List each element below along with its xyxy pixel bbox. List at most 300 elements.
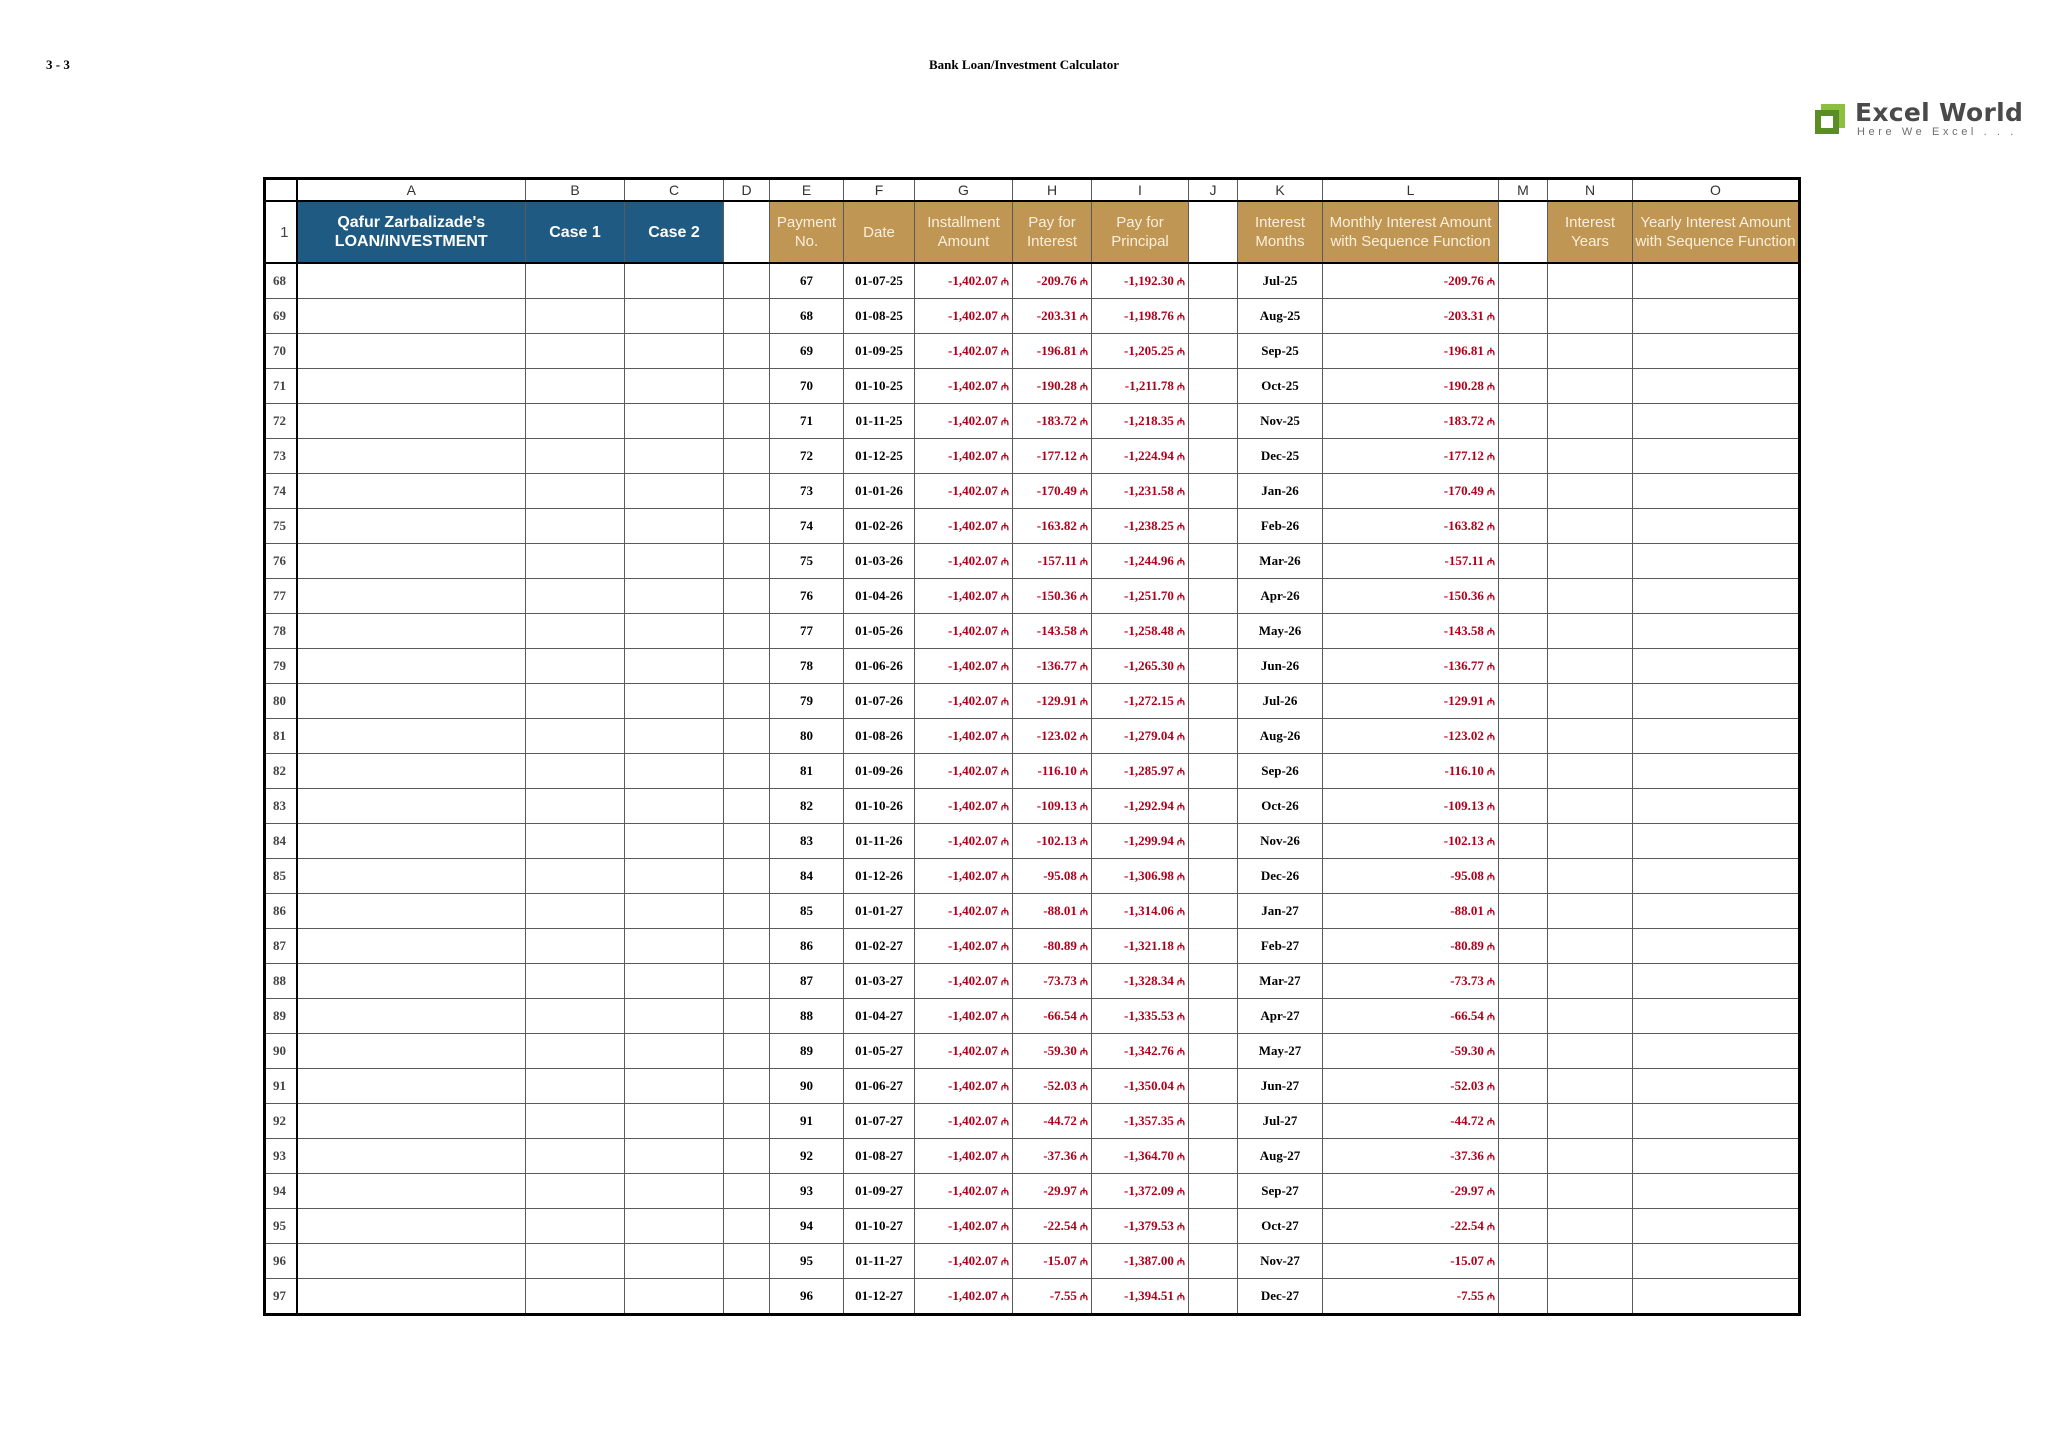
pay-for-principal-cell[interactable]: [1092, 999, 1189, 1034]
empty-cell[interactable]: [1499, 579, 1548, 614]
empty-cell[interactable]: [625, 404, 724, 439]
pay-for-principal-cell[interactable]: [1092, 509, 1189, 544]
empty-cell[interactable]: [1633, 964, 1800, 999]
interest-month-cell[interactable]: Jan-26: [1238, 474, 1323, 509]
monthly-interest-cell[interactable]: [1323, 824, 1499, 859]
empty-cell[interactable]: [724, 544, 770, 579]
interest-month-cell[interactable]: Nov-27: [1238, 1244, 1323, 1279]
empty-cell[interactable]: [1548, 824, 1633, 859]
empty-cell[interactable]: [297, 1104, 526, 1139]
installment-amount-cell[interactable]: [915, 719, 1013, 754]
pay-for-interest-cell[interactable]: [1013, 1104, 1092, 1139]
payment-no-cell[interactable]: 76: [770, 579, 844, 614]
pay-for-principal-cell[interactable]: [1092, 719, 1189, 754]
empty-cell[interactable]: [526, 754, 625, 789]
empty-cell[interactable]: [297, 1174, 526, 1209]
empty-cell[interactable]: [526, 964, 625, 999]
yearly-interest-header[interactable]: Yearly Interest Amount with Sequence Function: [1633, 201, 1800, 263]
date-cell[interactable]: 01-07-27: [844, 1104, 915, 1139]
empty-cell[interactable]: [625, 263, 724, 299]
empty-cell[interactable]: [1189, 404, 1238, 439]
empty-cell[interactable]: [724, 579, 770, 614]
pay-for-interest-cell[interactable]: [1013, 719, 1092, 754]
empty-cell[interactable]: [724, 439, 770, 474]
row-header[interactable]: 84: [265, 824, 297, 859]
empty-cell[interactable]: [625, 789, 724, 824]
pay-for-interest-cell[interactable]: [1013, 474, 1092, 509]
pay-for-principal-cell[interactable]: [1092, 929, 1189, 964]
empty-cell[interactable]: [526, 614, 625, 649]
empty-cell[interactable]: [526, 789, 625, 824]
payment-no-cell[interactable]: 80: [770, 719, 844, 754]
empty-cell[interactable]: [297, 334, 526, 369]
empty-cell[interactable]: [1548, 894, 1633, 929]
empty-cell[interactable]: [1499, 404, 1548, 439]
empty-cell[interactable]: [526, 404, 625, 439]
pay-for-interest-cell[interactable]: [1013, 579, 1092, 614]
empty-cell[interactable]: [724, 1104, 770, 1139]
empty-cell[interactable]: [1633, 474, 1800, 509]
empty-cell[interactable]: [724, 509, 770, 544]
row-header[interactable]: 95: [265, 1209, 297, 1244]
empty-cell[interactable]: [297, 859, 526, 894]
date-cell[interactable]: 01-09-27: [844, 1174, 915, 1209]
empty-cell[interactable]: [724, 754, 770, 789]
payment-no-cell[interactable]: 87: [770, 964, 844, 999]
monthly-interest-cell[interactable]: [1323, 929, 1499, 964]
row-header[interactable]: 86: [265, 894, 297, 929]
pay-for-interest-cell[interactable]: [1013, 369, 1092, 404]
installment-amount-cell[interactable]: [915, 1104, 1013, 1139]
pay-for-interest-cell[interactable]: [1013, 614, 1092, 649]
pay-for-interest-cell[interactable]: [1013, 789, 1092, 824]
monthly-interest-cell[interactable]: [1323, 964, 1499, 999]
payment-no-cell[interactable]: 72: [770, 439, 844, 474]
empty-cell[interactable]: [1548, 1209, 1633, 1244]
payment-no-cell[interactable]: 90: [770, 1069, 844, 1104]
empty-cell[interactable]: [1633, 263, 1800, 299]
installment-amount-cell[interactable]: [915, 1279, 1013, 1315]
interest-years-header[interactable]: Interest Years: [1548, 201, 1633, 263]
pay-for-interest-cell[interactable]: [1013, 684, 1092, 719]
empty-cell[interactable]: [1499, 369, 1548, 404]
monthly-interest-cell[interactable]: [1323, 894, 1499, 929]
empty-cell[interactable]: [1189, 999, 1238, 1034]
empty-cell[interactable]: [1548, 614, 1633, 649]
pay-for-principal-cell[interactable]: [1092, 1244, 1189, 1279]
interest-month-cell[interactable]: Dec-27: [1238, 1279, 1323, 1315]
column-header[interactable]: C: [625, 179, 724, 202]
date-cell[interactable]: 01-12-25: [844, 439, 915, 474]
row-header[interactable]: 81: [265, 719, 297, 754]
pay-for-principal-cell[interactable]: [1092, 789, 1189, 824]
empty-cell[interactable]: [526, 509, 625, 544]
empty-cell[interactable]: [1633, 1209, 1800, 1244]
empty-cell[interactable]: [1633, 824, 1800, 859]
interest-month-cell[interactable]: Mar-26: [1238, 544, 1323, 579]
payment-no-cell[interactable]: 91: [770, 1104, 844, 1139]
empty-cell[interactable]: [297, 614, 526, 649]
payment-no-cell[interactable]: 68: [770, 299, 844, 334]
payment-no-cell[interactable]: 89: [770, 1034, 844, 1069]
empty-cell[interactable]: [1633, 579, 1800, 614]
empty-cell[interactable]: [1548, 1244, 1633, 1279]
interest-month-cell[interactable]: Jul-26: [1238, 684, 1323, 719]
empty-cell[interactable]: [625, 964, 724, 999]
installment-amount-cell[interactable]: [915, 824, 1013, 859]
empty-cell[interactable]: [1189, 1244, 1238, 1279]
empty-cell[interactable]: [1548, 859, 1633, 894]
column-header[interactable]: G: [915, 179, 1013, 202]
pay-for-principal-cell[interactable]: [1092, 1279, 1189, 1315]
installment-amount-cell[interactable]: [915, 474, 1013, 509]
empty-cell[interactable]: [526, 859, 625, 894]
empty-cell[interactable]: [1189, 1034, 1238, 1069]
pay-for-interest-header[interactable]: Pay for Interest: [1013, 201, 1092, 263]
empty-cell[interactable]: [297, 649, 526, 684]
empty-cell[interactable]: [1499, 684, 1548, 719]
empty-cell[interactable]: [526, 1244, 625, 1279]
payment-no-cell[interactable]: 85: [770, 894, 844, 929]
empty-cell[interactable]: [1548, 1069, 1633, 1104]
empty-cell[interactable]: [1189, 894, 1238, 929]
empty-cell[interactable]: [724, 859, 770, 894]
empty-cell[interactable]: [1189, 719, 1238, 754]
row-header[interactable]: 94: [265, 1174, 297, 1209]
pay-for-principal-cell[interactable]: [1092, 1104, 1189, 1139]
empty-cell[interactable]: [297, 579, 526, 614]
empty-cell[interactable]: [1633, 614, 1800, 649]
pay-for-principal-cell[interactable]: [1092, 334, 1189, 369]
empty-cell[interactable]: [625, 334, 724, 369]
date-cell[interactable]: 01-02-27: [844, 929, 915, 964]
column-header[interactable]: N: [1548, 179, 1633, 202]
empty-cell[interactable]: [1189, 754, 1238, 789]
installment-amount-cell[interactable]: [915, 263, 1013, 299]
empty-cell[interactable]: [625, 824, 724, 859]
empty-cell[interactable]: [297, 263, 526, 299]
interest-month-cell[interactable]: Feb-26: [1238, 509, 1323, 544]
row-header[interactable]: 70: [265, 334, 297, 369]
empty-cell[interactable]: [1548, 929, 1633, 964]
monthly-interest-cell[interactable]: [1323, 579, 1499, 614]
empty-cell[interactable]: [625, 719, 724, 754]
monthly-interest-cell[interactable]: [1323, 1209, 1499, 1244]
monthly-interest-cell[interactable]: [1323, 263, 1499, 299]
interest-month-cell[interactable]: Jul-25: [1238, 263, 1323, 299]
pay-for-interest-cell[interactable]: [1013, 859, 1092, 894]
empty-cell[interactable]: [1189, 369, 1238, 404]
pay-for-principal-cell[interactable]: [1092, 649, 1189, 684]
installment-amount-cell[interactable]: [915, 334, 1013, 369]
empty-cell[interactable]: [1633, 859, 1800, 894]
empty-cell[interactable]: [1499, 649, 1548, 684]
date-cell[interactable]: 01-03-27: [844, 964, 915, 999]
pay-for-principal-cell[interactable]: [1092, 614, 1189, 649]
payment-no-cell[interactable]: 75: [770, 544, 844, 579]
payment-no-header[interactable]: Payment No.: [770, 201, 844, 263]
empty-cell[interactable]: [1499, 929, 1548, 964]
payment-no-cell[interactable]: 73: [770, 474, 844, 509]
empty-cell[interactable]: [625, 1139, 724, 1174]
empty-cell[interactable]: [1633, 684, 1800, 719]
pay-for-principal-cell[interactable]: [1092, 474, 1189, 509]
empty-cell[interactable]: [724, 894, 770, 929]
row-header[interactable]: 85: [265, 859, 297, 894]
installment-amount-cell[interactable]: [915, 649, 1013, 684]
installment-amount-cell[interactable]: [915, 1244, 1013, 1279]
installment-amount-cell[interactable]: [915, 544, 1013, 579]
empty-cell[interactable]: [625, 754, 724, 789]
empty-cell[interactable]: [297, 1139, 526, 1174]
empty-cell[interactable]: [1499, 509, 1548, 544]
empty-cell[interactable]: [297, 1244, 526, 1279]
empty-cell[interactable]: [1633, 509, 1800, 544]
pay-for-interest-cell[interactable]: [1013, 649, 1092, 684]
empty-cell[interactable]: [297, 964, 526, 999]
date-header[interactable]: Date: [844, 201, 915, 263]
empty-cell[interactable]: [724, 1069, 770, 1104]
payment-no-cell[interactable]: 82: [770, 789, 844, 824]
interest-month-cell[interactable]: Aug-27: [1238, 1139, 1323, 1174]
empty-cell[interactable]: [526, 649, 625, 684]
empty-cell[interactable]: [526, 369, 625, 404]
pay-for-interest-cell[interactable]: [1013, 964, 1092, 999]
installment-amount-cell[interactable]: [915, 299, 1013, 334]
payment-no-cell[interactable]: 83: [770, 824, 844, 859]
empty-cell[interactable]: [1548, 1104, 1633, 1139]
empty-cell[interactable]: [526, 544, 625, 579]
installment-amount-cell[interactable]: [915, 964, 1013, 999]
empty-cell[interactable]: [1548, 1279, 1633, 1315]
empty-cell[interactable]: [526, 999, 625, 1034]
pay-for-interest-cell[interactable]: [1013, 439, 1092, 474]
monthly-interest-cell[interactable]: [1323, 1244, 1499, 1279]
empty-cell[interactable]: [1499, 1244, 1548, 1279]
pay-for-interest-cell[interactable]: [1013, 544, 1092, 579]
empty-cell[interactable]: [1548, 1034, 1633, 1069]
empty-cell[interactable]: [724, 474, 770, 509]
interest-month-cell[interactable]: May-27: [1238, 1034, 1323, 1069]
column-header[interactable]: D: [724, 179, 770, 202]
empty-cell[interactable]: [1548, 999, 1633, 1034]
pay-for-interest-cell[interactable]: [1013, 334, 1092, 369]
monthly-interest-cell[interactable]: [1323, 1174, 1499, 1209]
installment-amount-cell[interactable]: [915, 579, 1013, 614]
empty-cell[interactable]: [1633, 439, 1800, 474]
empty-cell[interactable]: [1633, 334, 1800, 369]
empty-cell[interactable]: [1189, 579, 1238, 614]
pay-for-principal-cell[interactable]: [1092, 404, 1189, 439]
pay-for-principal-cell[interactable]: [1092, 544, 1189, 579]
pay-for-principal-cell[interactable]: [1092, 1174, 1189, 1209]
empty-cell[interactable]: [1499, 439, 1548, 474]
date-cell[interactable]: 01-09-25: [844, 334, 915, 369]
empty-cell[interactable]: [1189, 649, 1238, 684]
empty-cell[interactable]: [1548, 789, 1633, 824]
date-cell[interactable]: 01-10-27: [844, 1209, 915, 1244]
empty-cell[interactable]: [297, 789, 526, 824]
monthly-interest-cell[interactable]: [1323, 509, 1499, 544]
monthly-interest-cell[interactable]: [1323, 859, 1499, 894]
payment-no-cell[interactable]: 96: [770, 1279, 844, 1315]
row-header[interactable]: 76: [265, 544, 297, 579]
date-cell[interactable]: 01-11-25: [844, 404, 915, 439]
empty-cell[interactable]: [724, 719, 770, 754]
date-cell[interactable]: 01-11-27: [844, 1244, 915, 1279]
date-cell[interactable]: 01-04-26: [844, 579, 915, 614]
empty-cell[interactable]: [625, 439, 724, 474]
empty-cell[interactable]: [1548, 334, 1633, 369]
payment-no-cell[interactable]: 67: [770, 263, 844, 299]
empty-cell[interactable]: [1499, 1209, 1548, 1244]
empty-cell[interactable]: [724, 999, 770, 1034]
empty-cell[interactable]: [1548, 404, 1633, 439]
empty-cell[interactable]: [1499, 334, 1548, 369]
interest-month-cell[interactable]: Jun-27: [1238, 1069, 1323, 1104]
date-cell[interactable]: 01-08-26: [844, 719, 915, 754]
empty-cell[interactable]: [625, 1104, 724, 1139]
pay-for-interest-cell[interactable]: [1013, 999, 1092, 1034]
date-cell[interactable]: 01-05-26: [844, 614, 915, 649]
installment-amount-cell[interactable]: [915, 999, 1013, 1034]
pay-for-principal-cell[interactable]: [1092, 964, 1189, 999]
date-cell[interactable]: 01-08-25: [844, 299, 915, 334]
empty-cell[interactable]: [625, 614, 724, 649]
empty-cell[interactable]: [526, 439, 625, 474]
row-header[interactable]: 93: [265, 1139, 297, 1174]
pay-for-principal-cell[interactable]: [1092, 684, 1189, 719]
empty-cell[interactable]: [526, 1174, 625, 1209]
empty-cell[interactable]: [1499, 474, 1548, 509]
payment-no-cell[interactable]: 69: [770, 334, 844, 369]
empty-cell[interactable]: [1189, 824, 1238, 859]
empty-cell[interactable]: [1189, 1104, 1238, 1139]
empty-cell[interactable]: [724, 369, 770, 404]
empty-cell[interactable]: [297, 299, 526, 334]
empty-cell[interactable]: [1499, 859, 1548, 894]
empty-cell[interactable]: [1548, 299, 1633, 334]
empty-cell[interactable]: [625, 1034, 724, 1069]
empty-cell[interactable]: [526, 929, 625, 964]
empty-cell[interactable]: [1499, 1069, 1548, 1104]
empty-cell[interactable]: [1633, 1244, 1800, 1279]
monthly-interest-cell[interactable]: [1323, 999, 1499, 1034]
pay-for-interest-cell[interactable]: [1013, 1244, 1092, 1279]
date-cell[interactable]: 01-07-25: [844, 263, 915, 299]
monthly-interest-cell[interactable]: [1323, 404, 1499, 439]
empty-cell[interactable]: [526, 1209, 625, 1244]
row-header[interactable]: 97: [265, 1279, 297, 1315]
payment-no-cell[interactable]: 88: [770, 999, 844, 1034]
empty-cell[interactable]: [1633, 299, 1800, 334]
date-cell[interactable]: 01-12-27: [844, 1279, 915, 1315]
empty-cell[interactable]: [724, 614, 770, 649]
empty-cell[interactable]: [1189, 929, 1238, 964]
payment-no-cell[interactable]: 77: [770, 614, 844, 649]
interest-month-cell[interactable]: Oct-25: [1238, 369, 1323, 404]
pay-for-principal-header[interactable]: Pay for Principal: [1092, 201, 1189, 263]
column-header[interactable]: L: [1323, 179, 1499, 202]
empty-cell[interactable]: [625, 929, 724, 964]
empty-cell[interactable]: [724, 649, 770, 684]
empty-cell[interactable]: [1189, 509, 1238, 544]
empty-cell[interactable]: [1633, 929, 1800, 964]
installment-amount-cell[interactable]: [915, 754, 1013, 789]
empty-cell[interactable]: [1548, 719, 1633, 754]
empty-cell[interactable]: [297, 894, 526, 929]
empty-cell[interactable]: [724, 334, 770, 369]
pay-for-principal-cell[interactable]: [1092, 1139, 1189, 1174]
pay-for-interest-cell[interactable]: [1013, 404, 1092, 439]
empty-cell[interactable]: [297, 999, 526, 1034]
interest-month-cell[interactable]: Mar-27: [1238, 964, 1323, 999]
empty-cell[interactable]: [724, 1034, 770, 1069]
payment-no-cell[interactable]: 70: [770, 369, 844, 404]
empty-cell[interactable]: [1633, 1279, 1800, 1315]
interest-month-cell[interactable]: Oct-26: [1238, 789, 1323, 824]
empty-cell[interactable]: [625, 649, 724, 684]
empty-cell[interactable]: [297, 439, 526, 474]
pay-for-principal-cell[interactable]: [1092, 299, 1189, 334]
date-cell[interactable]: 01-01-26: [844, 474, 915, 509]
empty-cell[interactable]: [625, 544, 724, 579]
monthly-interest-cell[interactable]: [1323, 789, 1499, 824]
pay-for-principal-cell[interactable]: [1092, 1069, 1189, 1104]
row-header[interactable]: 91: [265, 1069, 297, 1104]
pay-for-principal-cell[interactable]: [1092, 1034, 1189, 1069]
select-all-corner[interactable]: [265, 179, 297, 202]
empty-cell[interactable]: [724, 1279, 770, 1315]
row-header[interactable]: 79: [265, 649, 297, 684]
empty-cell[interactable]: [724, 263, 770, 299]
monthly-interest-header[interactable]: Monthly Interest Amount with Sequence Function: [1323, 201, 1499, 263]
empty-cell[interactable]: [1548, 1174, 1633, 1209]
empty-cell[interactable]: [526, 334, 625, 369]
interest-month-cell[interactable]: Aug-26: [1238, 719, 1323, 754]
date-cell[interactable]: 01-11-26: [844, 824, 915, 859]
monthly-interest-cell[interactable]: [1323, 299, 1499, 334]
empty-cell[interactable]: [526, 299, 625, 334]
empty-cell[interactable]: [1499, 544, 1548, 579]
empty-cell[interactable]: [1499, 614, 1548, 649]
date-cell[interactable]: 01-01-27: [844, 894, 915, 929]
empty-cell[interactable]: [526, 1139, 625, 1174]
empty-cell[interactable]: [1633, 719, 1800, 754]
date-cell[interactable]: 01-04-27: [844, 999, 915, 1034]
empty-cell[interactable]: [625, 474, 724, 509]
installment-amount-cell[interactable]: [915, 1174, 1013, 1209]
empty-cell[interactable]: [526, 684, 625, 719]
empty-cell[interactable]: [1189, 439, 1238, 474]
empty-cell[interactable]: [625, 1279, 724, 1315]
empty-cell[interactable]: [724, 404, 770, 439]
interest-month-cell[interactable]: Sep-25: [1238, 334, 1323, 369]
empty-cell[interactable]: [1633, 649, 1800, 684]
empty-cell[interactable]: [1499, 894, 1548, 929]
row-header[interactable]: 80: [265, 684, 297, 719]
interest-month-cell[interactable]: Dec-26: [1238, 859, 1323, 894]
column-header[interactable]: E: [770, 179, 844, 202]
empty-cell[interactable]: [724, 1139, 770, 1174]
row-header[interactable]: 90: [265, 1034, 297, 1069]
empty-cell[interactable]: [1499, 1174, 1548, 1209]
empty-cell[interactable]: [724, 964, 770, 999]
empty-cell[interactable]: [1189, 263, 1238, 299]
empty-cell[interactable]: [625, 894, 724, 929]
empty-cell[interactable]: [297, 369, 526, 404]
empty-cell[interactable]: [1189, 684, 1238, 719]
